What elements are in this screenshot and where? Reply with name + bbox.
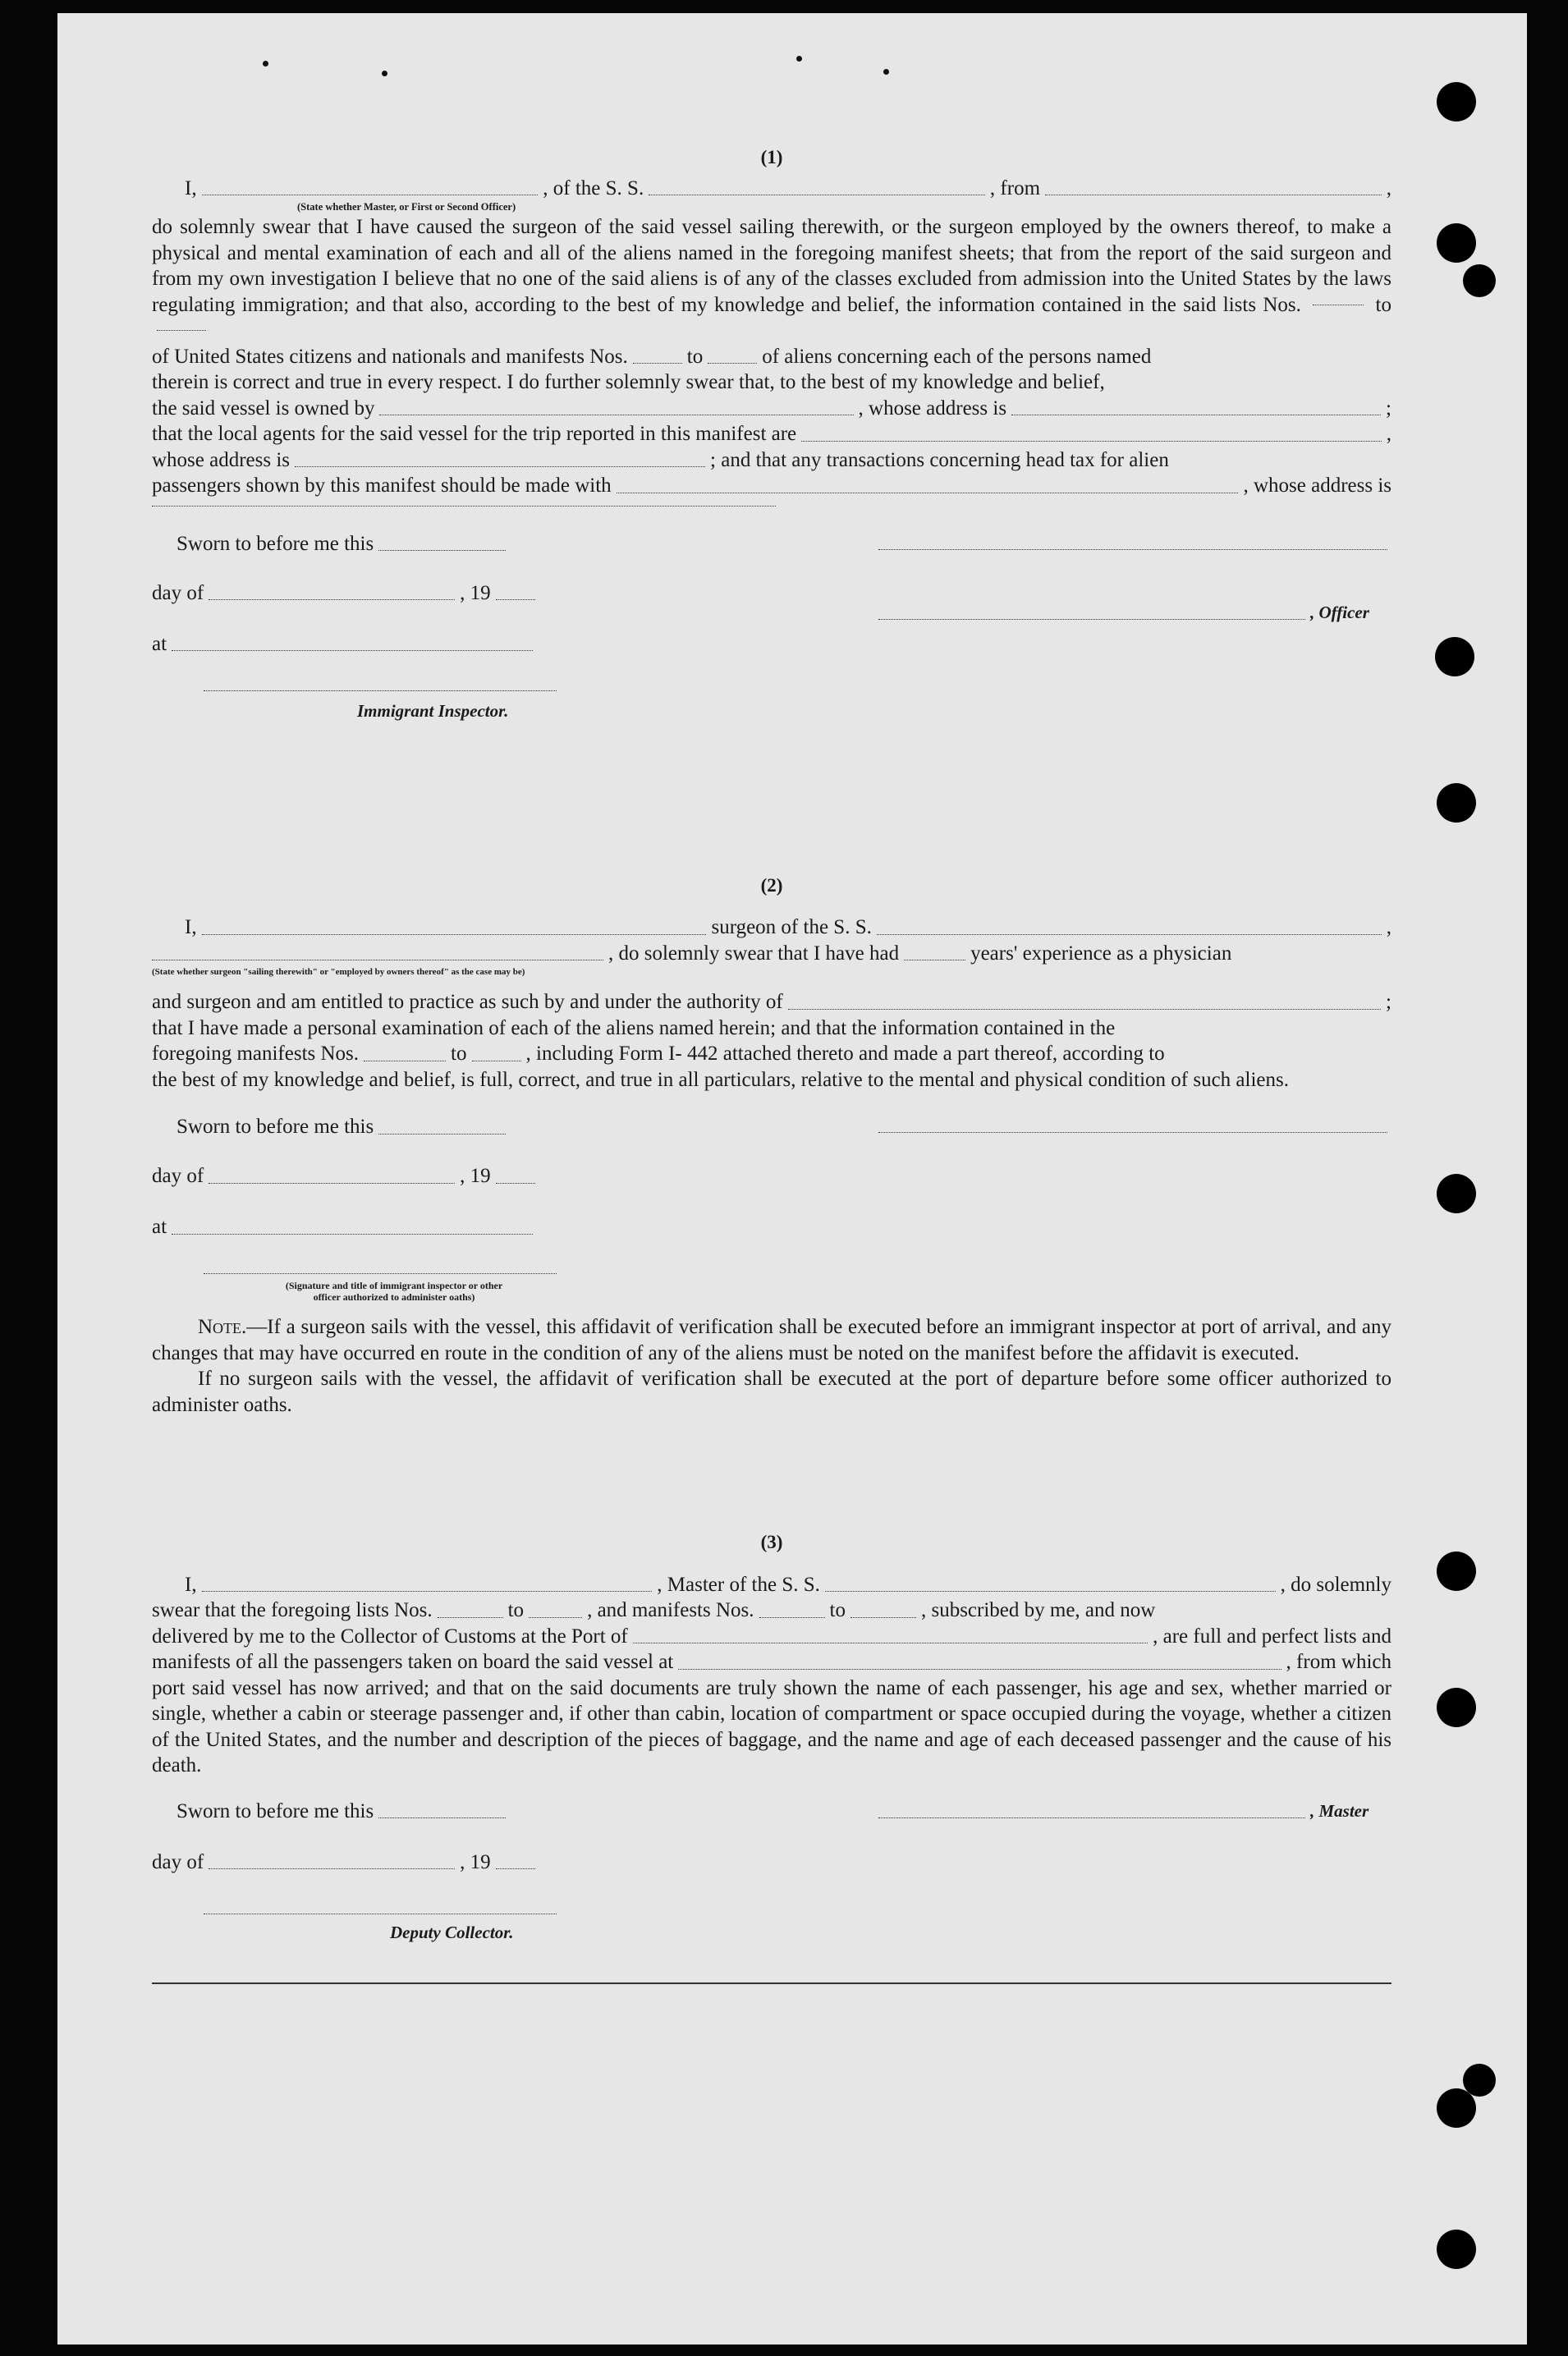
authorized-caption: (Signature and title of immigrant inspector or other officer authorized to administer oaths) bbox=[285, 1280, 503, 1303]
punch-hole bbox=[1437, 82, 1476, 121]
section-number-1: (1) bbox=[760, 147, 783, 167]
section-number-3: (3) bbox=[760, 1532, 783, 1552]
surgeon-name-field[interactable] bbox=[202, 934, 707, 935]
speck bbox=[382, 71, 387, 76]
sworn-day-field[interactable] bbox=[378, 550, 506, 551]
lists-to-field-3[interactable] bbox=[529, 1617, 582, 1618]
speck bbox=[796, 56, 802, 62]
punch-hole bbox=[1437, 1688, 1476, 1727]
master-caption: (State whether Master, or First or Second Officer) bbox=[297, 201, 516, 213]
sworn-month-field-3[interactable] bbox=[209, 1868, 455, 1869]
local-agents-field[interactable] bbox=[801, 441, 1382, 442]
vessel-name-field-3[interactable] bbox=[825, 1591, 1276, 1592]
affidavit-text-2: therein is correct and true in every respect. I do further solemnly swear that, to the best of my knowledge and belief, bbox=[152, 371, 1105, 393]
deputy-caption: Deputy Collector. bbox=[390, 1922, 514, 1942]
punch-hole bbox=[1437, 2230, 1476, 2269]
master-name-field-3[interactable] bbox=[202, 1591, 653, 1592]
master-signature-line[interactable] bbox=[878, 1817, 1305, 1818]
authorized-signature-line[interactable] bbox=[204, 1273, 557, 1274]
note-paragraph: Note.—If a surgeon sails with the vessel, this affidavit of verification shall be executed before an immigrant inspector at port of arrival, and any changes that may have occurred en route in the condition of any of the aliens must be noted on the manifest before the affidavit is executed. bbox=[152, 1316, 1391, 1364]
sworn-day-field-3[interactable] bbox=[378, 1817, 506, 1818]
officer-signature-line[interactable] bbox=[878, 619, 1305, 620]
oath-block-1: Sworn to before me this day of , 19 at Immigrant Inspector. , Officer bbox=[152, 526, 1391, 772]
affidavit-text: do solemnly swear that I have caused the surgeon of the said vessel sailing therewith, or the surgeon employed by the owners thereof, to make a physical and mental examination of each and all of the aliens named in the foregoing manifest sheets; that from the report of the said surgeon and from my own investigation I believe that no one of the said aliens is of any of the classes excluded from admission into the United States by the laws regulating immigration; and that also, according to the best of my knowledge and belief, the information contained in the said lists Nos. bbox=[152, 216, 1391, 316]
head-tax-address-field[interactable] bbox=[152, 499, 776, 506]
sworn-month-field-2[interactable] bbox=[209, 1183, 455, 1184]
master-line: I, , of the S. S. , from , bbox=[185, 176, 1391, 199]
manifests-from-field-3[interactable] bbox=[759, 1617, 825, 1618]
inspector-signature-line[interactable] bbox=[204, 690, 557, 691]
punch-hole bbox=[1437, 1552, 1476, 1591]
sworn-at-field-2[interactable] bbox=[172, 1234, 533, 1235]
departure-port-field[interactable] bbox=[678, 1669, 1281, 1670]
punch-hole bbox=[1435, 637, 1474, 676]
sworn-year-field-3[interactable] bbox=[496, 1868, 535, 1869]
punch-hole bbox=[1437, 783, 1476, 823]
manifests-to-field[interactable] bbox=[708, 363, 757, 364]
speck bbox=[263, 61, 268, 66]
document-page bbox=[57, 13, 1527, 2345]
note-paragraph-2: If no surgeon sails with the vessel, the affidavit of verification shall be executed at the port of departure before some officer authorized to administer oaths. bbox=[152, 1368, 1391, 1416]
bottom-rule bbox=[152, 1982, 1391, 1984]
manifests-from-field[interactable] bbox=[633, 363, 682, 364]
lists-from-field-3[interactable] bbox=[438, 1617, 503, 1618]
punch-hole bbox=[1437, 1174, 1476, 1213]
surgeon-caption: (State whether surgeon "sailing therewith" or "employed by owners thereof" as the case may be) bbox=[152, 967, 525, 977]
speck bbox=[883, 69, 889, 75]
punch-hole bbox=[1463, 264, 1496, 297]
surgeon-vessel-field[interactable] bbox=[877, 934, 1382, 935]
sworn-at-field[interactable] bbox=[172, 650, 533, 651]
agents-address-field[interactable] bbox=[295, 466, 705, 467]
punch-hole bbox=[1437, 223, 1476, 263]
form-content: (1) I, , of the S. S. , from , (State whether Master, or First or Second Officer) do solemnly swear that I have caused the surgeon of the said vessel sailing therewith, or the surgeon employed by the owners thereof, to make a physical and mental examination of each and all of the aliens named in the foregoing manifest sheets; that from the report of the said surgeon and from my own investigation I believe that no one of the said aliens is of any of the classes excluded from admission into the United States by the laws regulating immigration; and that also, according to the best of my knowledge and belief, the information contained in the said lists Nos. to of United States citizens and nationals and manifests Nos. to of aliens concerning each of the persons named therein is correct and true in every respect. I do further solemnly swear that, to the best of my knowledge and belief, the said vessel is owned by , whose address is ; that the local agents for the said vessel for the trip reported in this manifest are , whose address is ; and that any transactions concerning head tax for alien passengers shown by this manifest should be made with , whose address is Sworn to before me this day of , 19 at Immigrant Inspector. , Officer (2) I, surgeon of the S. S. , , do solemnly swear that I have had years' experience as a physician (State whether surgeon "sailing therewith" or "employed by owners thereof" as the case may be) and surgeon and am entitled to practice as such by and under the authority of ; that I have made a personal examination of each of the aliens named herein; and that the information contained in the foregoing manifests Nos. to , including Form I- 442 attached thereto and made a part thereof, according to the best of my knowledge and belief, is full, correct, and true in all particulars, relative to the mental and physical condition of such aliens. Sworn to before me this day of , 19 at (Signature and title of immigrant inspector or other officer authorized to administer oaths) Note.—If a surgeon sails with the vessel, this affidavit of verification shall be executed before an immigrant inspector at port of arrival, and any changes that may have occurred en route in the condition of any of the aliens must be noted on the manifest before the affidavit is executed. If no surgeon sails with the vessel, the affidavit of verification shall be executed at the port of departure before some officer authorized to administer oaths. (3) I, , Master of the S. S. , do solemnly swear that the foregoing lists Nos. to , and manifests Nos. to , subscribed by me, and now delivered by me to the Collector of Customs at the Port of , are full and perfect lists and manifests of all the passengers taken on board the said vessel at , from which port said vessel has now arrived; and that on the said documents are truly shown the name of each passenger, his age and sex, whether married or single, whether a cabin or steerage passenger and, if other than cabin, location of compartment or space occupied during the voyage, whether a citizen of the United States, and the number and description of the pieces of baggage, and the name and age of each deceased passenger and the cause of his death. Sworn to before me this , Master day of , 19 Deputy Collector. bbox=[152, 144, 1391, 2009]
sworn-month-field[interactable] bbox=[209, 599, 455, 600]
oath-block-2: Sworn to before me this day of , 19 at (Signature and title of immigrant inspector or other officer authorized to administer oaths) bbox=[152, 1109, 1391, 1314]
manifests-to-field-3[interactable] bbox=[850, 1617, 916, 1618]
authority-field[interactable] bbox=[788, 1009, 1381, 1010]
sworn-year-field[interactable] bbox=[496, 599, 535, 600]
signature-line[interactable] bbox=[878, 549, 1387, 550]
section-number-2: (2) bbox=[760, 874, 783, 896]
punch-hole bbox=[1463, 2064, 1496, 2097]
oath-block-3: Sworn to before me this , Master day of , 19 Deputy Collector. bbox=[152, 1795, 1391, 1960]
inspector-caption: Immigrant Inspector. bbox=[357, 700, 509, 721]
sworn-year-field-2[interactable] bbox=[496, 1183, 535, 1184]
lists-to-field[interactable] bbox=[157, 330, 206, 331]
surgeon-signature-line[interactable] bbox=[878, 1132, 1387, 1133]
